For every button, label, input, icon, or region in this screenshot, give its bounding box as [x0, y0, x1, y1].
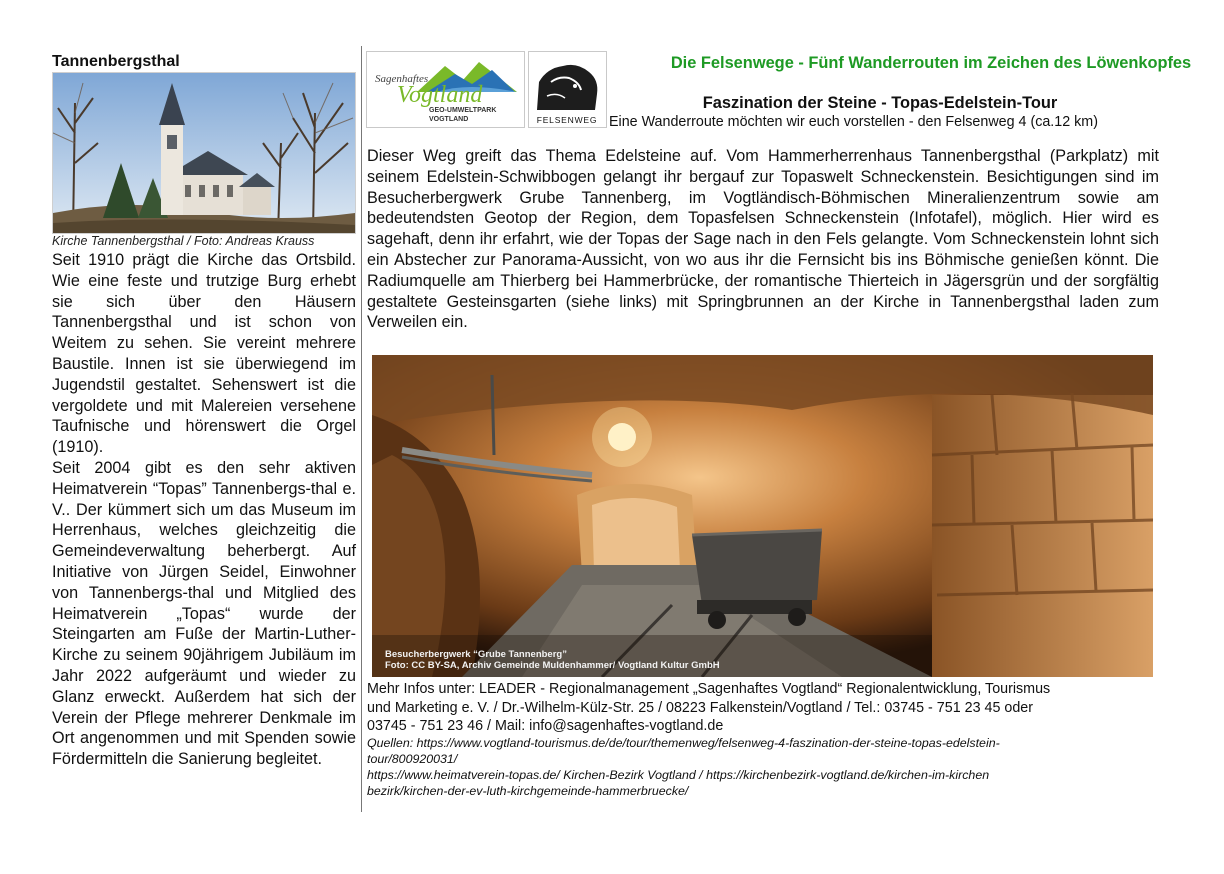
photo-caption-title: Besucherbergwerk “Grube Tannenberg”	[385, 649, 567, 660]
info-line-3: 03745 - 751 23 46 / Mail: info@sagenhaftes-vogtland.de	[367, 718, 724, 734]
info-line-2: und Marketing e. V. / Dr.-Wilhelm-Külz-Str. 25 / 08223 Falkenstein/Vogtland / Tel.: 03745 - 751 23 45 oder	[367, 699, 1033, 716]
sources-line-2: tour/800920031/	[367, 752, 458, 766]
main-body-text	[367, 146, 1159, 333]
column-divider	[361, 46, 362, 812]
left-body-text	[52, 250, 356, 770]
logo-script-text: Sagenhaftes	[375, 73, 429, 85]
sources-line-3: https://www.heimatverein-topas.de/ Kirchen-Bezirk Vogtland / https://kirchenbezirk-vogtland.de/kirchen-im-kirchen	[367, 768, 990, 782]
page-title: Die Felsenwege - Fünf Wanderrouten im Zeichen des Löwenkopfes	[670, 54, 1192, 72]
sources-block	[367, 735, 1157, 799]
sources-line-4: bezirk/kirchen-der-ev-luth-kirchgemeinde-hammerbruecke/	[367, 784, 689, 798]
logo-line1-text: GEO-UMWELTPARK	[429, 107, 497, 114]
page-subtitle: Faszination der Steine - Topas-Edelstein-Tour	[702, 94, 1058, 112]
logo-name-text: Vogtland	[397, 82, 483, 108]
main-paragraph: Dieser Weg greift das Thema Edelsteine auf. Vom Hammerherrenhaus Tannenbergsthal (Parkplatz) mit seinem Edelstein-Schwibbogen gelangt ihr bergauf zur Topaswelt Schneckenstein. Besichtigungen sind im Besucherbergwerk Grube Tannenberg, im Vogtländisch-Böhmischen Mineralienzentrum sowie am bedeutendsten Geotop der Region, dem Topasfelsen Schneckenstein (Infotafel), möglich. Hier wird es sagehaft, denn ihr erfahrt, wie der Topas der Sage nach in den Fels gelangte. Vom Schneckenstein lohnt sich ein Abstecher zur Panorama-Aussicht, von wo aus ihr die Fernsicht bis ins Böhmische genießen könnt. Die Radiumquelle am Thierberg bei Hammerbrücke, der romantische Thierteich in Jägersgrün und der sorgfältig gestaltete Gesteinsgarten (siehe links) mit Springbrunnen an der Kirche in Tannenbergsthal laden zum Verweilen ein.	[367, 147, 1159, 332]
more-info-block	[367, 680, 1157, 736]
photo-caption: Kirche Tannenbergsthal / Foto: Andreas Krauss	[52, 234, 315, 248]
logo-line2-text: VOGTLAND	[429, 116, 469, 123]
intro-line: Eine Wanderroute möchten wir euch vorstellen - den Felsenweg 4 (ca.12 km)	[609, 114, 1098, 130]
section-heading: Tannenbergsthal	[52, 53, 180, 70]
sources-line-1: Quellen: https://www.vogtland-tourismus.de/de/tour/themenweg/felsenweg-4-faszination-der-steine-topas-edelstein-	[367, 736, 1000, 750]
info-line-1: Mehr Infos unter: LEADER - Regionalmanagement „Sagenhaftes Vogtland“ Regionalentwicklung, Tourismus	[367, 681, 1051, 697]
photo-caption-credit: Foto: CC BY-SA, Archiv Gemeinde Muldenhammer/ Vogtland Kultur GmbH	[385, 660, 720, 671]
felsenweg-logo-text: FELSENWEG	[536, 115, 598, 125]
mine-tunnel-photo	[372, 355, 1153, 677]
felsenweg-logo	[528, 51, 607, 128]
left-paragraph-1: Seit 1910 prägt die Kirche das Ortsbild. Wie eine feste und trutzige Burg erhebt sie sich über den Häusern Tannenbergsthal und ist schon von Weitem zu sehen. Sie vereint mehrere Baustile. Innen ist sie überwiegend im Jugendstil gestaltet. Sehenswert ist die vergoldete und mit Malereien versehene Taufnische und hörenswert die Orgel (1910).	[52, 251, 356, 457]
church-photo	[52, 72, 356, 234]
left-paragraph-2: Seit 2004 gibt es den sehr aktiven Heimatverein “Topas” Tannenbergs-thal e. V.. Der kümmert sich um das Museum im Herrenhaus, welches gleichzeitig die Gemeindeverwaltung beherbergt. Auf Initiative von Jürgen Seidel, Einwohner von Tannenbergs-thal und Mitglied des Heimatverein „Topas“ wurde der Steingarten am Fuße der Martin-Luther-Kirche zu seinem 90jährigem Jubiläum im Jahr 2022 aufgeräumt und wieder zu Glanz erweckt. Außerdem hat sich der Verein der Pflege mehrerer Denkmale im Ort angenommen und mit Spenden sowie Fördermitteln die Sanierung begleitet.	[52, 458, 356, 769]
sagenhaftes-vogtland-logo	[366, 51, 525, 128]
